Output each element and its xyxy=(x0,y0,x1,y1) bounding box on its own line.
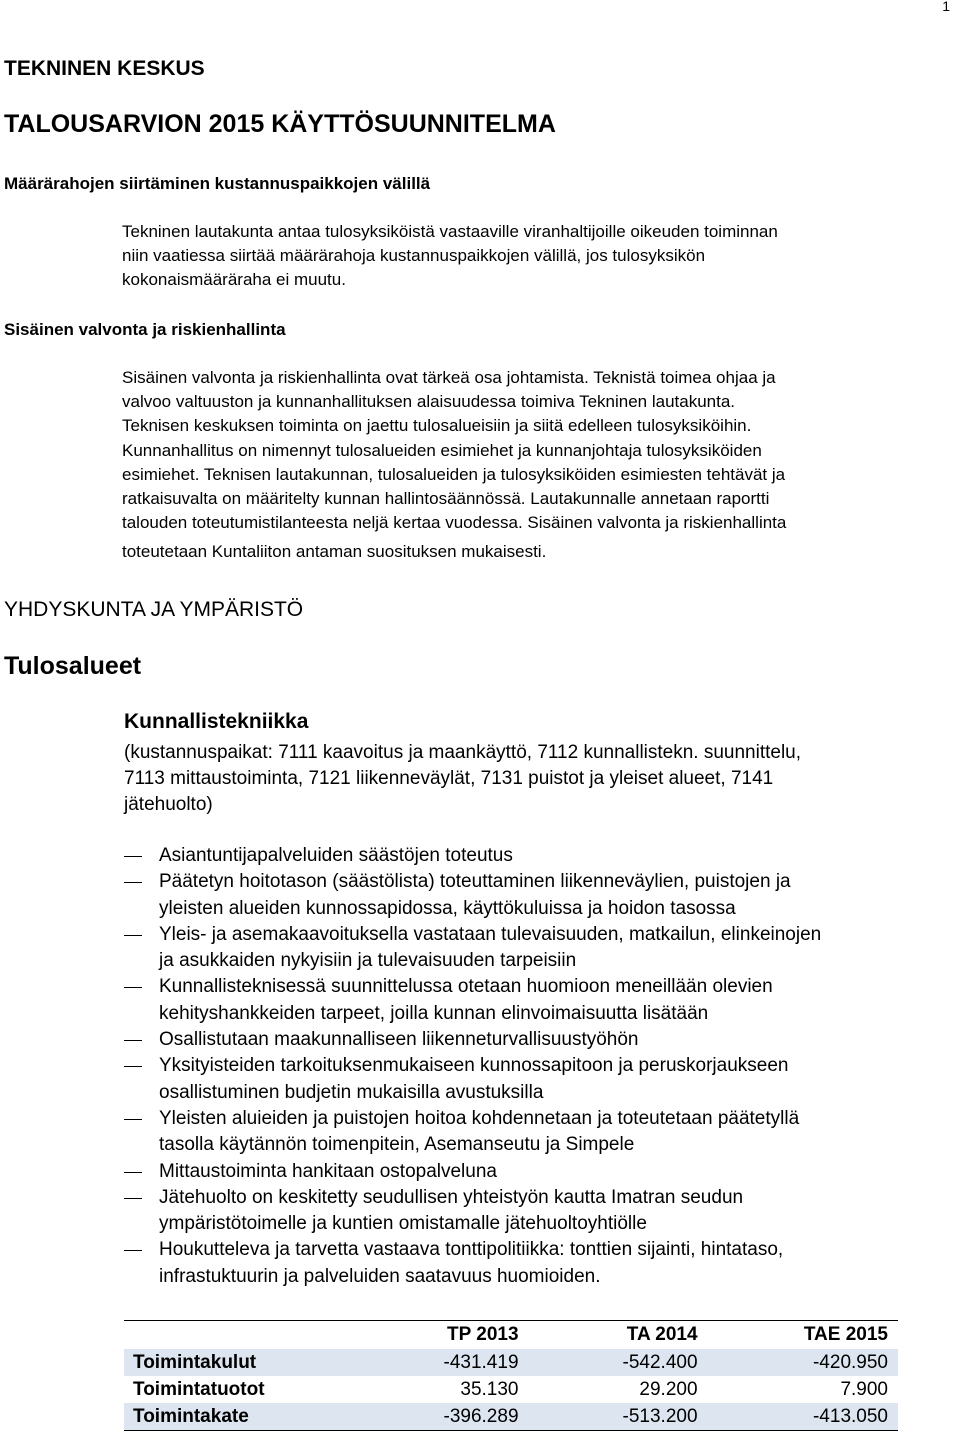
list-item: Kunnallisteknisessä suunnittelussa otetaan huomioon meneillään olevien kehityshankkeiden tarpeet, joilla kunnan elinvoimaisuutta lisätään xyxy=(124,974,821,1027)
table-cell: -513.200 xyxy=(529,1403,708,1431)
department-heading: TEKNINEN KESKUS xyxy=(4,57,205,80)
table-cell: -413.050 xyxy=(708,1403,898,1431)
column-header: TA 2014 xyxy=(626,1324,698,1345)
dash-icon xyxy=(124,882,142,883)
paragraph-line: valvoo valtuuston ja kunnanhallituksen alaisuudessa toimiva Tekninen lautakunta. xyxy=(122,392,736,412)
goal-list xyxy=(124,843,821,1290)
paragraph-line: toteutetaan Kuntaliiton antaman suosituksen mukaisesti. xyxy=(122,542,547,562)
paragraph-line: kokonaismääräraha ei muutu. xyxy=(122,270,346,289)
paragraph-line: esimiehet. Teknisen lautakunnan, tulosalueiden ja tulosyksiköiden esimiesten tehtävät ja xyxy=(122,464,786,484)
table-row xyxy=(124,1349,898,1376)
paragraph-line: Teknisen keskuksen toiminta on jaettu tulosalueisiin ja siitä edelleen tulosyksiköihin. xyxy=(122,416,752,436)
dash-icon xyxy=(124,1066,142,1067)
list-item: Jätehuolto on keskitetty seudullisen yhteistyön kautta Imatran seudun ympäristötoimelle ja kuntien omistamalle jätehuoltoyhtiölle xyxy=(124,1185,821,1238)
row-label: Toimintatuotot xyxy=(133,1378,265,1400)
paragraph-line: Kunnanhallitus on nimennyt tulosalueiden esimiehet ja kunnanjohtaja tulosyksiköiden xyxy=(122,440,762,460)
control-heading: Sisäinen valvonta ja riskienhallinta xyxy=(4,320,286,339)
table-cell: -420.950 xyxy=(708,1349,898,1376)
transfer-heading: Määrärahojen siirtäminen kustannuspaikkojen välillä xyxy=(4,174,431,193)
table-cell: -542.400 xyxy=(529,1349,708,1376)
list-item: Yleisten aluieiden ja puistojen hoitoa kohdennetaan ja toteutetaan päätetyllä tasolla käytännön toimenpitein, Asemanseutu ja Simpele xyxy=(124,1106,821,1159)
area-subtitle: Tulosalueet xyxy=(4,652,142,680)
dash-icon xyxy=(124,987,142,988)
dash-icon xyxy=(124,856,142,857)
paragraph-line: talouden toteutumistilanteesta neljä kertaa vuodessa. Sisäinen valvonta ja riskienhallinta xyxy=(122,513,787,533)
list-item: Mittaustoiminta hankitaan ostopalveluna xyxy=(124,1159,821,1185)
dash-icon xyxy=(124,1172,142,1173)
dash-icon xyxy=(124,1119,142,1120)
paragraph-line: niin vaatiessa siirtää määrärahoja kustannuspaikkojen välillä, jos tulosyksikön xyxy=(122,246,706,265)
dash-icon xyxy=(124,1250,142,1251)
table-cell: 29.200 xyxy=(639,1378,698,1400)
dash-icon xyxy=(124,1198,142,1199)
table-cell: 35.130 xyxy=(460,1378,519,1400)
row-label: Toimintakulut xyxy=(124,1349,350,1376)
dash-icon xyxy=(124,935,142,936)
table-cell: -431.419 xyxy=(350,1349,529,1376)
dash-icon xyxy=(124,1040,142,1041)
list-item: Yksityisteiden tarkoituksenmukaiseen kunnossapitoon ja peruskorjaukseen osallistuminen budjetin mukaisilla avustuksilla xyxy=(124,1053,821,1106)
paragraph-line: ratkaisuvalta on määritelty kunnan hallintosäännössä. Lautakunnalle annetaan raportti xyxy=(122,489,770,509)
list-item: Yleis- ja asemakaavoituksella vastataan tulevaisuuden, matkailun, elinkeinojen ja asukkaiden nykyisiin ja tulevaisuuden tarpeisiin xyxy=(124,922,821,975)
area-title: YHDYSKUNTA JA YMPÄRISTÖ xyxy=(4,598,304,621)
document-title: TALOUSARVION 2015 KÄYTTÖSUUNNITELMA xyxy=(4,110,556,138)
table-cell: -396.289 xyxy=(350,1403,529,1431)
cost-line: 7113 mittaustoiminta, 7121 liikenneväylät, 7131 puistot ja yleiset alueet, 7141 xyxy=(124,768,774,789)
page-number: 1 xyxy=(942,0,950,14)
column-header: TAE 2015 xyxy=(803,1324,888,1345)
cost-line: (kustannuspaikat: 7111 kaavoitus ja maankäyttö, 7112 kunnallistekn. suunnittelu, xyxy=(124,742,802,763)
paragraph-line: Sisäinen valvonta ja riskienhallinta ovat tärkeä osa johtamista. Teknistä toimea ohjaa ja xyxy=(122,368,776,387)
paragraph-line: Tekninen lautakunta antaa tulosyksiköistä vastaaville viranhaltijoille oikeuden toiminnan xyxy=(122,222,778,241)
cost-line: jätehuolto) xyxy=(124,794,213,815)
column-header: TP 2013 xyxy=(447,1324,519,1345)
cost-centers xyxy=(124,740,801,818)
list-item: Osallistutaan maakunnalliseen liikenneturvallisuustyöhön xyxy=(124,1027,821,1053)
table-header-row xyxy=(124,1321,898,1350)
table-row xyxy=(124,1403,898,1431)
unit-heading: Kunnallistekniikka xyxy=(124,710,309,733)
list-item: Päätetyn hoitotason (säästölista) toteuttaminen liikenneväylien, puistojen ja yleisten alueiden kunnossapidossa, käyttökuluissa ja hoidon tasossa xyxy=(124,869,821,922)
table-cell: 7.900 xyxy=(840,1378,888,1400)
table-row xyxy=(124,1376,898,1403)
list-item: Asiantuntijapalveluiden säästöjen toteutus xyxy=(124,843,821,869)
list-item: Houkutteleva ja tarvetta vastaava tonttipolitiikka: tonttien sijainti, hintataso, infrastuktuurin ja palveluiden saatavuus huomioiden. xyxy=(124,1237,821,1290)
transfer-paragraph xyxy=(122,220,778,292)
budget-table xyxy=(124,1320,898,1431)
row-label: Toimintakate xyxy=(124,1403,350,1431)
column-header xyxy=(124,1321,350,1350)
control-paragraph xyxy=(122,366,786,565)
